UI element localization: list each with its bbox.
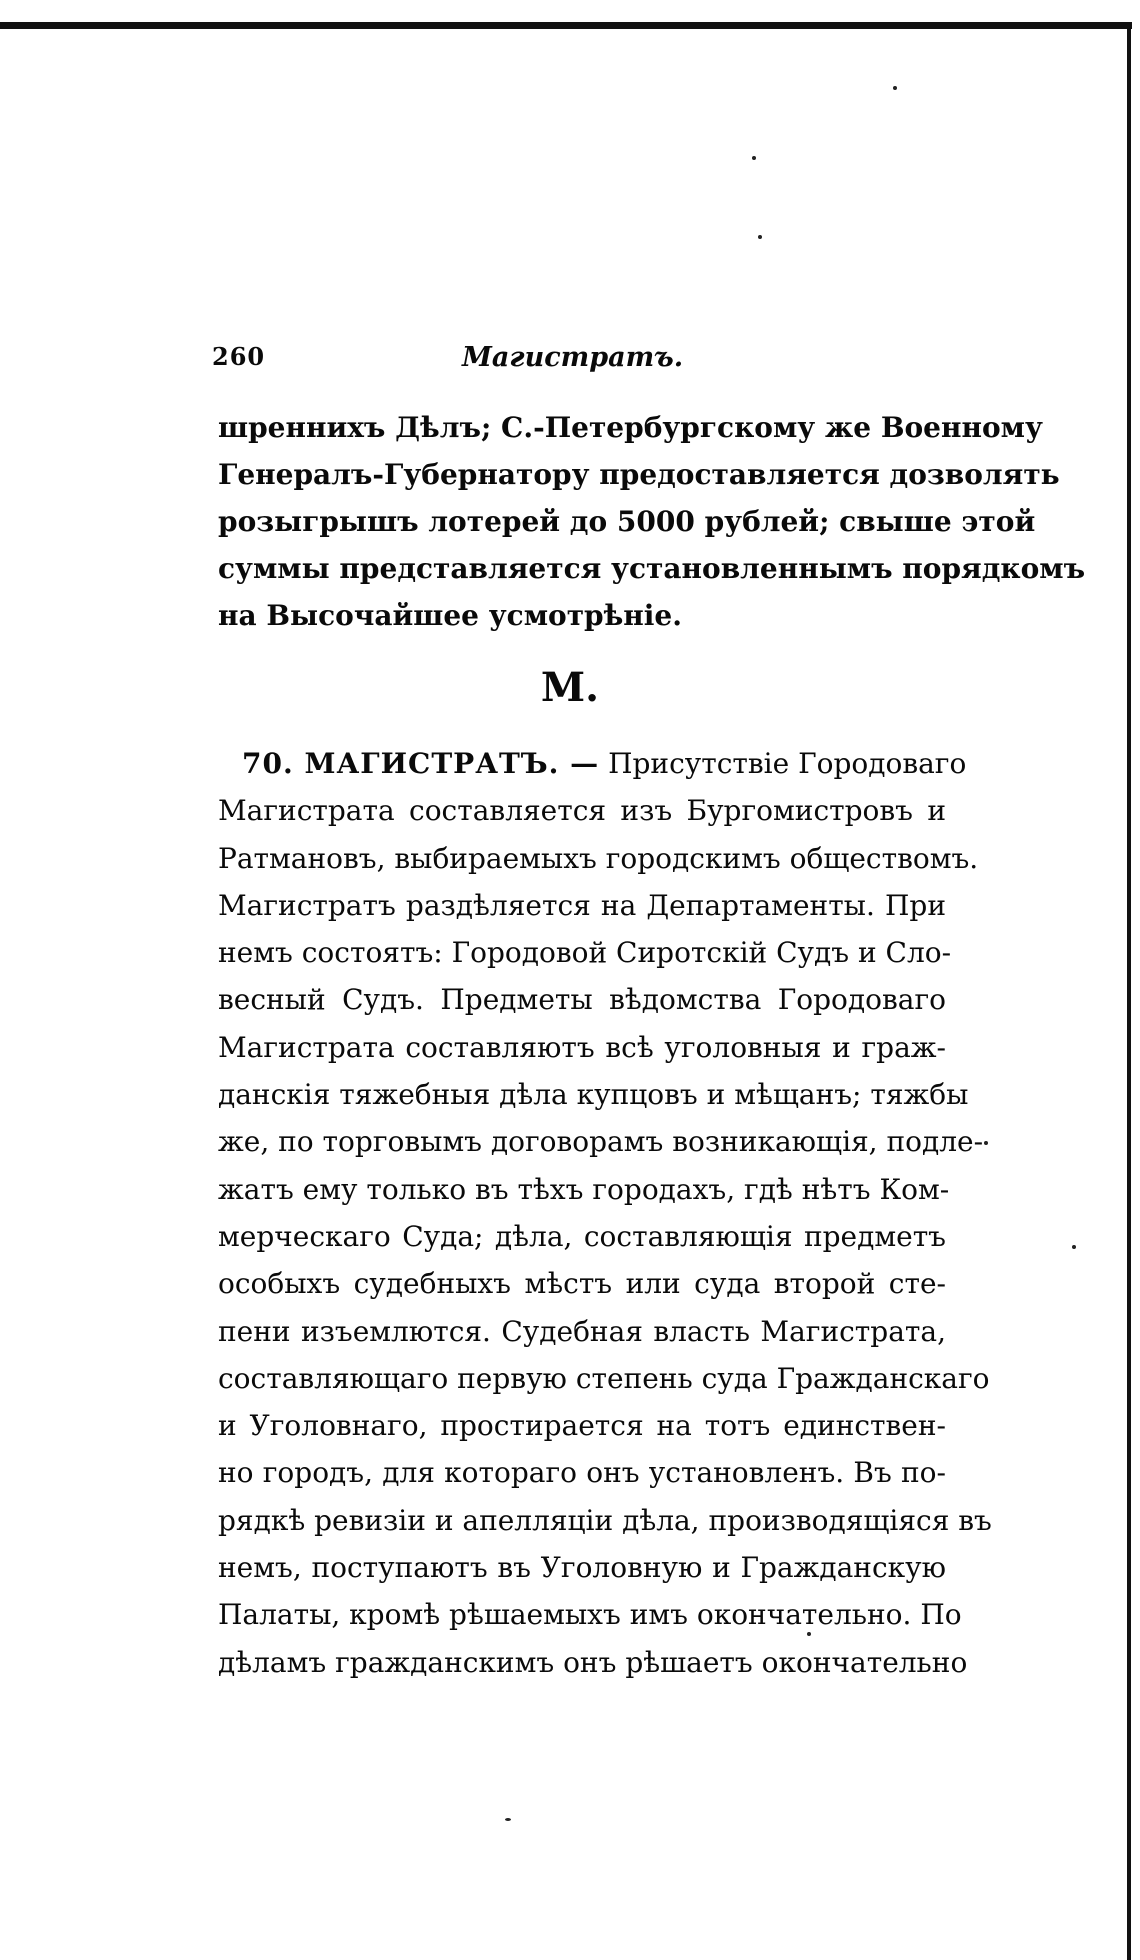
text-line: Палаты, кромѣ рѣшаемыхъ имъ окончательно. По [218,1598,962,1632]
text-line: немъ, поступаютъ въ Уголовную и Гражданскую [218,1551,946,1585]
text-line: Магистратъ раздѣляется на Департаменты. При [218,888,946,922]
continuation-paragraph [218,404,1086,639]
text-line: немъ состоятъ: Городовой Сиротскій Судъ и Сло- [218,936,952,970]
text-line: рядкѣ ревизіи и апелляціи дѣла, производящіяся въ [218,1503,992,1537]
text-line: на Высочайшее усмотрѣніе. [218,599,682,632]
text-line: составляющаго первую степень суда Гражданскаго [218,1361,990,1395]
article-first-line-text: Присутствіе Городоваго [608,747,967,780]
section-heading: М. [540,664,600,711]
text-line: данскія тяжебныя дѣла купцовъ и мѣщанъ; тяжбы [218,1078,969,1112]
text-line: но городъ, для котораго онъ установленъ. Въ по- [218,1456,946,1490]
article-paragraph [218,740,992,1686]
text-line: Ратмановъ, выбираемыхъ городскимъ обществомъ. [218,841,979,875]
scan-speck [505,1818,511,1821]
text-line: дѣламъ гражданскимъ онъ рѣшаетъ окончательно [218,1645,968,1679]
scan-speck [1072,1245,1076,1249]
page-number: 260 [212,342,266,371]
article-heading: 70. МАГИСТРАТЪ. — [242,747,600,780]
text-line: и Уголовнаго, простирается на тотъ единствен- [218,1409,946,1443]
text-line: суммы представляется установленнымъ порядкомъ [218,552,1086,585]
text-line: Магистрата составляется изъ Бургомистровъ и [218,794,946,828]
scan-speck [758,235,762,239]
running-head [212,342,946,382]
article-first-line [218,740,967,787]
text-line: весный Судъ. Предметы вѣдомства Городоваго [218,983,946,1017]
scan-speck [752,156,756,160]
text-line: жатъ ему только въ тѣхъ городахъ, гдѣ нѣтъ Ком- [218,1172,950,1206]
scan-speck [984,1141,988,1145]
scan-speck [893,86,897,90]
running-title: Магистратъ. [462,342,684,373]
scan-border-right [1127,22,1131,1960]
text-line: же, по торговымъ договорамъ возникающія, подле- [218,1125,984,1159]
scan-border-top [0,22,1132,29]
text-line: пени изъемлются. Судебная власть Магистрата, [218,1314,946,1348]
text-line: Магистрата составляютъ всѣ уголовныя и граж- [218,1030,946,1064]
text-line: шреннихъ Дѣлъ; С.-Петербургскому же Военному [218,411,1043,444]
text-line: особыхъ судебныхъ мѣстъ или суда второй сте- [218,1267,946,1301]
text-line: мерческаго Суда; дѣла, составляющія предметъ [218,1219,946,1253]
text-line: розыгрышъ лотерей до 5000 рублей; свыше этой [218,505,1036,538]
text-line: Генералъ-Губернатору предоставляется дозволять [218,458,1060,491]
